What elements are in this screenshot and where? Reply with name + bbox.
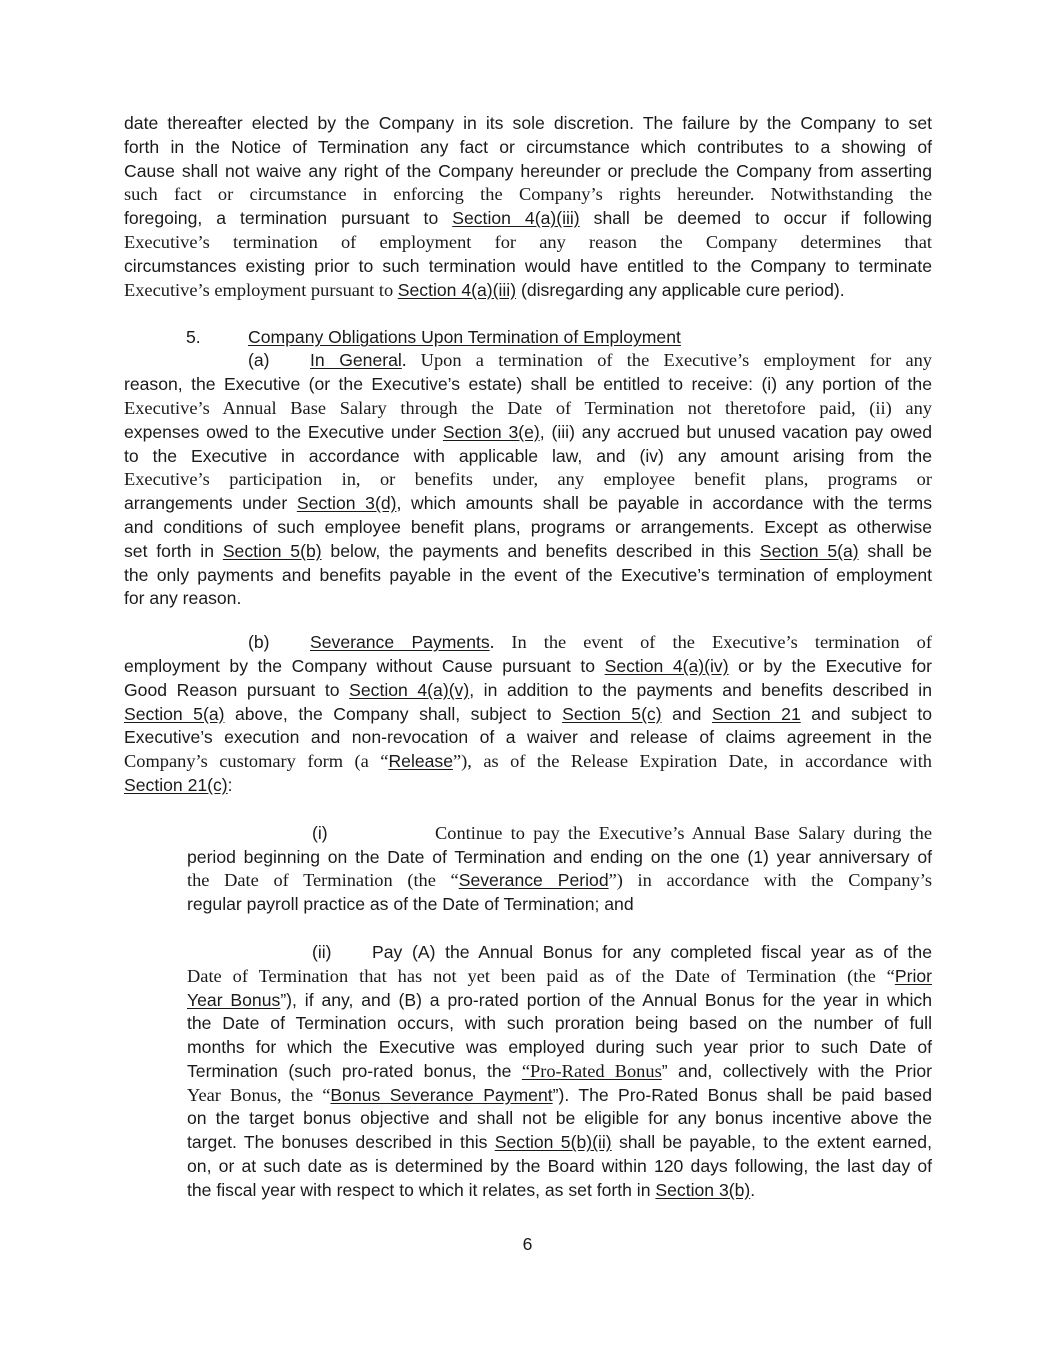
text-line: date thereafter elected by the Company in its sole discretion. The failure by the Company to set (124, 113, 932, 133)
text-run: Company’s customary form (a “ (124, 751, 389, 772)
text-line (187, 941, 932, 965)
text-run: ” and, collectively with the Prior (661, 1060, 932, 1081)
text-run: Continue to pay the Executive’s Annual Base Salary during the (435, 822, 932, 843)
text-line: circumstances existing prior to such termination would have entitled to the Company to terminate (124, 255, 932, 276)
text-line (187, 869, 932, 893)
item-label: (i) (312, 822, 328, 843)
document-page (124, 112, 932, 1203)
text-run: . Upon a termination of the Executive’s employment for any (401, 350, 933, 371)
text-run: set forth in (124, 540, 223, 561)
item-i (187, 822, 932, 917)
text-line: months for which the Executive was employed during such year prior to such Date of (187, 1037, 932, 1058)
defined-term: Severance Period (458, 870, 609, 891)
section-title: Company Obligations Upon Termination of Employment (248, 327, 681, 348)
text-run: ”) in accordance with the Company’s (608, 870, 933, 891)
text-line: on, or at such date as is determined by the Board within 120 days following, the last day of (187, 1156, 932, 1177)
defined-term: “Pro-Rated Bonus (521, 1060, 662, 1081)
text-line: Cause shall not waive any right of the Company hereunder or preclude the Company from asserting (124, 160, 932, 181)
subsection-b (124, 631, 932, 798)
text-line (124, 279, 932, 303)
section-reference: Section 3(e) (442, 421, 540, 442)
text-run: above, the Company shall, subject to (224, 703, 563, 724)
text-line: for any reason. (124, 588, 242, 609)
section-reference: Section 5(c) (562, 703, 662, 724)
text-line (124, 655, 932, 679)
text-line: period beginning on the Date of Termination and ending on the one (1) year anniversary of (187, 846, 932, 867)
defined-term: Release (388, 751, 454, 772)
text-line: and conditions of such employee benefit plans, programs or arrangements. Except as otherwise (124, 516, 932, 537)
text-line (187, 1131, 932, 1155)
subsection-label: (a) (248, 350, 270, 371)
text-line (187, 965, 932, 989)
text-line: such fact or circumstance in enforcing the Company’s rights hereunder. Notwithstanding the (124, 184, 932, 205)
defined-term: Year Bonus (187, 989, 281, 1010)
section-reference: Section 5(b)(ii) (494, 1132, 612, 1153)
text-run: foregoing, a termination pursuant to (124, 208, 453, 229)
text-run: , (iii) any accrued but unused vacation pay owed (539, 421, 933, 442)
text-line (124, 207, 932, 231)
text-line: the only payments and benefits payable in the event of the Executive’s termination of employment (124, 564, 932, 585)
text-run: target. The bonuses described in this (187, 1132, 495, 1153)
text-run: Termination (such pro-rated bonus, the (187, 1060, 522, 1081)
section-reference: Section 21 (711, 703, 801, 724)
text-line: on the target bonus objective and shall not be eligible for any bonus incentive above the (187, 1108, 932, 1129)
text-run: the Date of Termination (the “ (187, 870, 459, 891)
text-run: the fiscal year with respect to which it relates, as set forth in (187, 1179, 656, 1200)
section-reference: Section 5(a) (124, 703, 225, 724)
section-reference: Section 5(a) (759, 540, 859, 561)
text-run: shall be payable, to the extent earned, (611, 1132, 932, 1153)
text-line: forth in the Notice of Termination any fact or circumstance which contributes to a showing of (124, 136, 932, 157)
text-line (187, 822, 932, 846)
text-run: . In the event of the Executive’s termination of (489, 632, 932, 653)
text-run: Date of Termination that has not yet been paid as of the Date of Termination (the “ (187, 965, 895, 986)
text-line: Executive’s Annual Base Salary through the Date of Termination not theretofore paid, (ii) any (124, 397, 932, 418)
section-reference: Section 5(b) (222, 540, 322, 561)
section-reference: Section 3(d) (296, 493, 397, 514)
subsection-a (124, 349, 932, 611)
section-reference: Section 4(a)(iii) (452, 208, 580, 229)
text-line (124, 540, 932, 564)
text-run: Year Bonus, the “ (187, 1084, 331, 1105)
text-line: regular payroll practice as of the Date of Termination; and (187, 894, 634, 915)
text-run: Pay (A) the Annual Bonus for any completed fiscal year as of the (372, 941, 932, 962)
text-run: employment by the Company without Cause pursuant to (124, 655, 605, 676)
text-run: Good Reason pursuant to (124, 679, 350, 700)
page-number: 6 (522, 1234, 533, 1254)
text-line (187, 1060, 932, 1084)
text-line (124, 703, 932, 727)
text-run: Executive’s employment pursuant to (124, 279, 398, 300)
text-run: (disregarding any applicable cure period). (516, 279, 845, 300)
text-run: and subject to (800, 703, 933, 724)
text-run: expenses owed to the Executive under (124, 421, 443, 442)
text-run: , which amounts shall be payable in accordance with the terms (396, 493, 933, 514)
text-run: below, the payments and benefits described in this (321, 540, 760, 561)
text-line: Executive’s execution and non-revocation of a waiver and release of claims agreement in the (124, 727, 932, 748)
subsection-title: Severance Payments (310, 632, 490, 653)
text-run: . (750, 1179, 756, 1200)
text-run: or by the Executive for (728, 655, 932, 676)
section-reference: Section 4(a)(iii) (397, 279, 517, 300)
text-line (124, 750, 932, 774)
subsection-label: (b) (248, 632, 270, 653)
section-reference: Section 4(a)(iv) (604, 655, 729, 676)
text-run: shall be (858, 540, 932, 561)
text-line: reason, the Executive (or the Executive’s estate) shall be entitled to receive: (i) any portion of the (124, 374, 932, 395)
text-run: ”), as of the Release Expiration Date, in accordance with (453, 751, 932, 772)
text-line (124, 774, 932, 798)
text-line (124, 421, 932, 445)
text-line (124, 349, 932, 373)
text-line: Executive’s termination of employment for any reason the Company determines that (124, 231, 932, 252)
paragraph-continued (124, 112, 932, 302)
text-line (187, 989, 932, 1013)
text-line: Executive’s participation in, or benefits under, any employee benefit plans, programs or (124, 469, 932, 490)
text-line (124, 492, 932, 516)
item-ii (187, 941, 932, 1203)
text-line: to the Executive in accordance with applicable law, and (iv) any amount arising from the (124, 445, 932, 466)
text-line (187, 1084, 932, 1108)
section-reference: Section 3(b) (655, 1179, 751, 1200)
section-reference: Section 4(a)(v) (349, 679, 470, 700)
subsection-title: In General (310, 350, 402, 371)
text-run: ”), if any, and (B) a pro-rated portion of the Annual Bonus for the year in which (280, 989, 932, 1010)
text-run: , in addition to the payments and benefits described in (469, 679, 933, 700)
item-label: (ii) (312, 941, 332, 962)
text-run: and (661, 703, 712, 724)
text-run: : (227, 774, 233, 795)
text-line (124, 631, 932, 655)
text-run: ”). The Pro-Rated Bonus shall be paid based (552, 1084, 932, 1105)
text-run: arrangements under (124, 493, 297, 514)
text-run: shall be deemed to occur if following (579, 208, 932, 229)
defined-term: Bonus Severance Payment (330, 1084, 553, 1105)
section-heading (124, 325, 932, 349)
text-line (187, 1179, 932, 1203)
section-reference: Section 21(c) (124, 774, 228, 795)
defined-term: Prior (894, 965, 932, 986)
section-number: 5. (186, 327, 201, 348)
text-line: the Date of Termination occurs, with such proration being based on the number of full (187, 1013, 932, 1034)
text-line (124, 679, 932, 703)
